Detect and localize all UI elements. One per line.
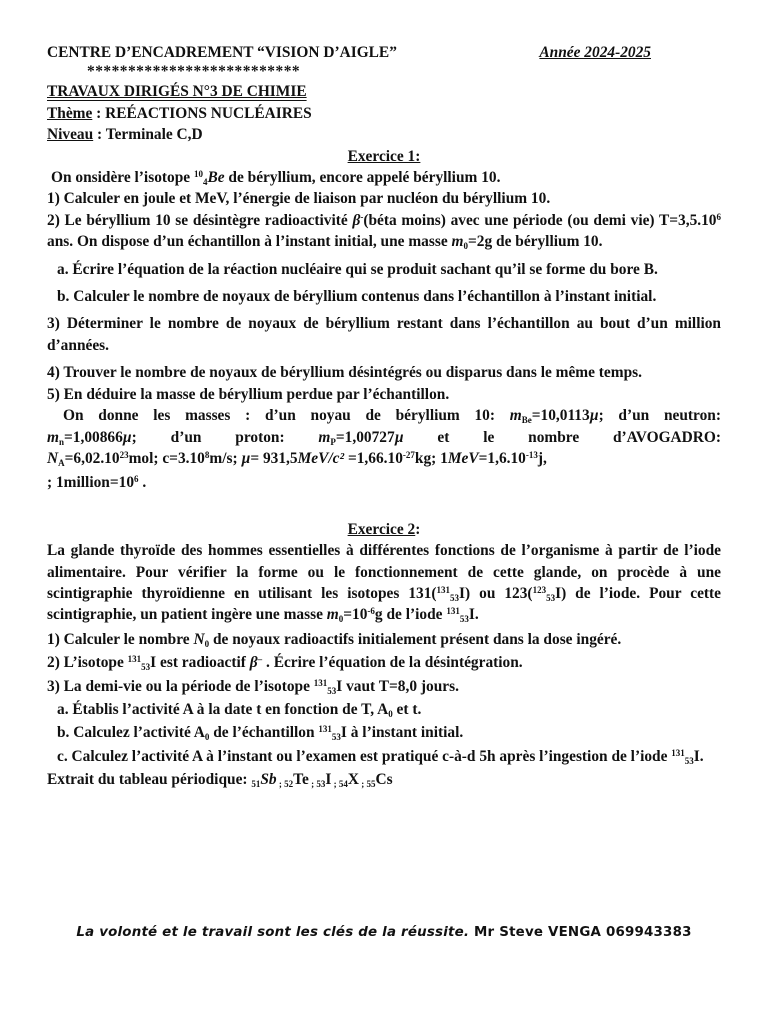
text: kg; 1: [414, 449, 448, 467]
mass-number: 131: [318, 724, 332, 735]
separator: ;: [308, 779, 317, 790]
exponent: -27: [402, 449, 415, 460]
symbol: N: [47, 449, 59, 467]
subscript: 0: [388, 708, 393, 719]
theme-value: : REÉACTIONS NUCLÉAIRES: [92, 104, 312, 122]
text: I est radioactif: [150, 654, 250, 672]
footer-motto: La volonté et le travail sont les clés de la réussite.: [76, 925, 470, 940]
mu-symbol: µ: [589, 407, 599, 425]
symbol: m: [318, 428, 331, 446]
exercise1-heading: [47, 146, 721, 167]
element-symbol: I: [459, 584, 466, 602]
exponent: 8: [204, 449, 210, 460]
element-symbol: Te: [293, 771, 309, 789]
header-row: [47, 42, 721, 63]
subscript: Be: [521, 415, 532, 426]
unit: MeV/c²: [297, 449, 345, 467]
element-symbol: Sb: [260, 771, 277, 789]
exponent: 23: [119, 449, 129, 460]
ex2-q3: [47, 676, 721, 697]
atomic-number: 52: [284, 779, 294, 790]
text: j,: [537, 449, 547, 467]
text: = 931,5: [250, 449, 298, 467]
element-symbol: Be: [207, 169, 225, 187]
superscript: -: [360, 211, 364, 222]
subscript: n: [58, 436, 64, 447]
worksheet: [47, 42, 721, 791]
text: 1) Calculer le nombre: [47, 630, 194, 648]
ex2-q1: [47, 629, 721, 650]
mass-number: 10: [193, 169, 203, 180]
periodic-table-extract: [47, 769, 721, 790]
text: =2g de béryllium 10.: [468, 233, 603, 251]
text: et t.: [392, 700, 422, 718]
text: I à l’instant initial.: [340, 724, 464, 742]
beta-symbol: β: [352, 211, 361, 229]
symbol: m: [47, 428, 59, 446]
ex1-data-line2: [47, 427, 721, 448]
exponent: -13: [525, 449, 538, 460]
text: ) ou 123(: [465, 584, 533, 602]
atomic-number: 53: [684, 755, 694, 766]
mass-number: 131: [436, 584, 451, 595]
text: . Écrire l’équation de la désintégration.: [262, 654, 523, 672]
ex1-data-line4: [47, 472, 721, 493]
atomic-number: 53: [141, 662, 151, 673]
ex2-q2: [47, 652, 721, 673]
exponent: 6: [716, 211, 722, 222]
mass-number: 131: [127, 654, 142, 665]
star-divider: **************************: [87, 63, 301, 81]
school-name: CENTRE D’ENCADREMENT “VISION D’AIGLE”: [47, 44, 397, 61]
text: a. Établis l’activité A à la date t en fonction de T, A: [57, 700, 389, 718]
text: =1,00727: [335, 428, 395, 446]
exercise2-heading-text: Exercice 2: [347, 520, 416, 538]
mu-symbol: µ: [122, 428, 132, 446]
footer: [0, 925, 768, 940]
text: La glande thyroïde des hommes essentielles à différentes fonctions de l’organisme à partir de l’iode alimentaire. Pour vérifier la forme ou le fonctionnement de cette glande, on procède à une scintigraphie thyroïdienne en utilisant les isotopes 131(: [47, 542, 721, 602]
text: de béryllium, encore appelé béryllium 10.: [224, 169, 501, 187]
symbol: m: [326, 606, 339, 624]
subscript: 0: [204, 638, 210, 649]
exercise2-heading: [47, 519, 721, 540]
text: =10,0113: [531, 407, 590, 425]
ex2-intro: [47, 540, 721, 626]
text: 2) Le béryllium 10 se désintègre radioactivité: [47, 211, 353, 229]
text: c. Calculez l’activité A à l’instant ou l’examen est pratiqué c-à-d 5h après l’ingestion de l’iode: [57, 747, 672, 765]
text: ; 1million=10: [47, 474, 135, 492]
ex1-data: [47, 405, 721, 494]
exercise1-heading-text: Exercice 1:: [347, 147, 421, 165]
text: On donne les masses : d’un noyau de béryllium 10:: [63, 407, 510, 425]
text: =1,00866: [64, 428, 123, 446]
text: On onsidère l’isotope: [51, 169, 194, 187]
separator: ;: [358, 779, 367, 790]
atomic-number: 51: [251, 779, 261, 790]
school-year: Année 2024-2025: [539, 44, 651, 61]
text: I vaut T=8,0 jours.: [336, 677, 459, 695]
atomic-number: 53: [327, 685, 337, 696]
ex1-q1: 1) Calculer en joule et MeV, l’énergie de liaison par nucléon du béryllium 10.: [47, 190, 551, 208]
text: Extrait du tableau périodique:: [47, 771, 252, 789]
ex1-q5: 5) En déduire la masse de béryllium perdue par l’échantillon.: [47, 385, 450, 403]
symbol: m: [451, 233, 464, 251]
symbol: m: [509, 407, 522, 425]
exponent: 6: [134, 474, 139, 485]
ex2-qc: [47, 746, 721, 767]
colon: :: [415, 520, 421, 538]
subscript: 0: [463, 241, 469, 252]
ex1-intro: [47, 167, 721, 188]
ex2-qb: [47, 722, 721, 743]
text: ; d’un proton:: [131, 428, 319, 446]
text: b. Calculez l’activité A: [57, 724, 205, 742]
ex1-q3: 3) Déterminer le nombre de noyaux de béryllium restant dans l’échantillon au bout d’un million d’années.: [47, 315, 721, 354]
mass-number: 123: [532, 584, 547, 595]
atomic-number: 54: [338, 779, 348, 790]
text: m/s;: [209, 449, 242, 467]
text: 2) L’isotope: [47, 654, 128, 672]
text: de noyaux radioactifs initialement présent dans la dose ingéré.: [209, 630, 622, 648]
ex1-data-line3: [47, 448, 721, 469]
page-title: TRAVAUX DIRIGÉS N°3 DE CHIMIE: [47, 83, 307, 101]
superscript: –: [257, 654, 263, 665]
theme-line: [47, 103, 721, 124]
level-line: [47, 124, 721, 145]
element-symbol: I: [325, 771, 332, 789]
text: =1,6.10: [478, 449, 526, 467]
text: ans. On dispose d’un échantillon à l’instant initial, une masse: [47, 233, 452, 251]
text: =6,02.10: [64, 449, 120, 467]
text: ; d’un neutron:: [598, 407, 721, 425]
exponent: -6: [367, 606, 375, 617]
ex1-qa: a. Écrire l’équation de la réaction nucléaire qui se produit sachant qu’il se forme du bore B.: [57, 260, 658, 278]
ex1-data-line1: [47, 405, 721, 426]
text: et le nombre d’AVOGADRO:: [403, 428, 721, 446]
footer-author: Mr Steve VENGA 069943383: [469, 925, 692, 940]
text: =10: [343, 606, 368, 624]
level-label: Niveau: [47, 126, 94, 144]
text: I.: [693, 747, 704, 765]
text: .: [138, 474, 147, 492]
text: g de l’iode: [374, 606, 447, 624]
ex1-q4: 4) Trouver le nombre de noyaux de béryllium désintégrés ou disparus dans le même temps.: [47, 364, 642, 382]
atomic-number: 53: [546, 592, 556, 603]
atomic-number: 53: [450, 592, 460, 603]
text: =1,66.10: [344, 449, 403, 467]
ex2-qa: [47, 699, 721, 720]
text: de l’échantillon: [209, 724, 319, 742]
atomic-number: 53: [331, 732, 341, 743]
symbol: N: [193, 630, 205, 648]
atomic-number: 53: [316, 779, 326, 790]
mass-number: 131: [313, 677, 328, 688]
unit: MeV: [447, 449, 479, 467]
mu-symbol: µ: [241, 449, 251, 467]
separator: ;: [276, 779, 285, 790]
subscript: 0: [338, 614, 344, 625]
level-value: : Terminale C,D: [93, 126, 203, 144]
element-symbol: X: [347, 771, 359, 789]
ex1-qb: b. Calculer le nombre de noyaux de béryllium contenus dans l’échantillon à l’instant initial.: [57, 288, 657, 306]
atomic-number: 53: [459, 614, 469, 625]
beta-symbol: β: [249, 654, 258, 672]
ex1-q2: [47, 210, 721, 253]
text: 3) La demi-vie ou la période de l’isotope: [47, 677, 314, 695]
element-symbol: I: [555, 584, 562, 602]
atomic-number: 55: [366, 779, 376, 790]
mass-number: 131: [446, 606, 460, 617]
subscript: 0: [204, 732, 210, 743]
text: (béta moins) avec une période (ou demi vie) T=3,5.10: [363, 211, 717, 229]
element-symbol: Cs: [375, 771, 393, 789]
text: ) de l’iode. Pour cette scintigraphie, un patient ingère une masse: [47, 584, 721, 624]
text: mol; c=3.10: [128, 449, 205, 467]
theme-label: Thème: [47, 104, 93, 122]
atomic-number: 4: [202, 177, 208, 188]
subscript: P: [330, 436, 336, 447]
mass-number: 131: [671, 747, 685, 758]
subscript: A: [58, 457, 65, 468]
separator: ;: [331, 779, 339, 790]
element-symbol: I.: [468, 606, 479, 624]
mu-symbol: µ: [394, 428, 404, 446]
